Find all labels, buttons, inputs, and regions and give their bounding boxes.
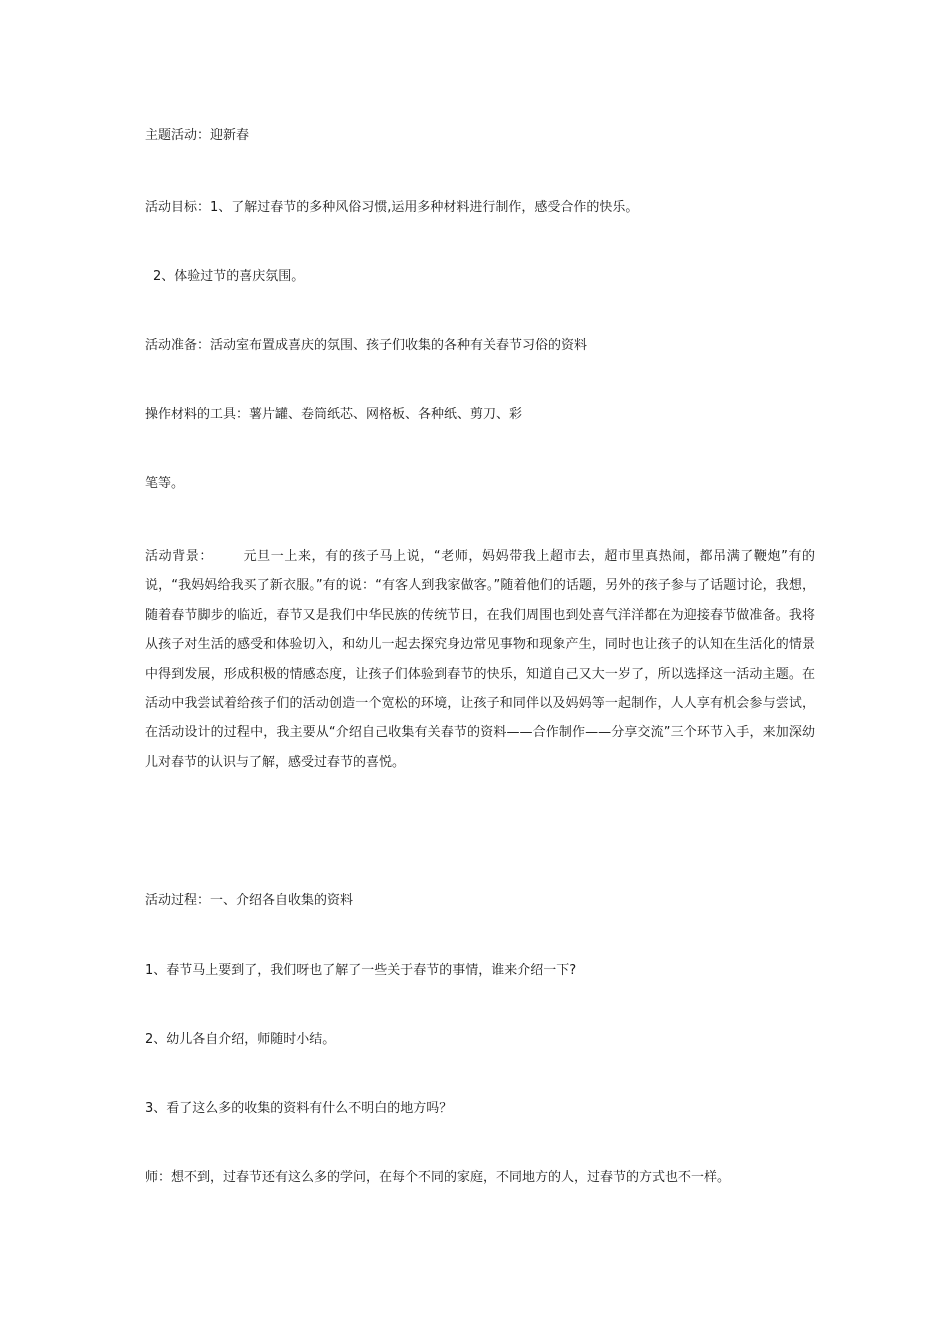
tools-line: 操作材料的工具：薯片罐、卷筒纸芯、网格板、各种纸、剪刀、彩 bbox=[145, 407, 523, 422]
background-label: 活动背景： bbox=[145, 549, 213, 564]
step-2-line: 2、幼儿各自介绍，师随时小结。 bbox=[145, 1032, 336, 1047]
background-text: 元旦一上来，有的孩子马上说，“老师，妈妈带我上超市去，超市里真热闹，都吊满了鞭炮”有的说，“我妈妈给我买了新衣服。”有的说：“有客人到我家做客。”随着他们的话题，另外的孩子参与了话题讨论，我想，随着春节脚步的临近，春节又是我们中华民族的传统节日，在我们周围也到处喜气洋洋都在为迎接春节做准备。我将从孩子对生活的感受和体验切入，和幼儿一起去探究身边常见事物和现象产生，同时也让孩子的认知在生活化的情景中得到发展，形成积极的情感态度，让孩子们体验到春节的快乐，知道自己又大一岁了，所以选择这一活动主题。在活动中我尝试着给孩子们的活动创造一个宽松的环境，让孩子和同伴以及妈妈等一起制作，人人享有机会参与尝试，在活动设计的过程中，我主要从“介绍自己收集有关春节的资料——合作制作——分享交流”三个环节入手，来加深幼儿对春节的认识与了解，感受过春节的喜悦。 bbox=[145, 549, 815, 770]
tools-continued-line: 笔等。 bbox=[145, 476, 185, 491]
teacher-line: 师：想不到，过春节还有这么多的学问，在每个不同的家庭，不同地方的人，过春节的方式也不一样。 bbox=[145, 1170, 731, 1185]
theme-line: 主题活动：迎新春 bbox=[145, 128, 250, 143]
step-1-line: 1、春节马上要到了，我们呀也了解了一些关于春节的事情，谁来介绍一下? bbox=[145, 963, 577, 978]
background-paragraph bbox=[145, 542, 815, 777]
goal-2-line: 2、体验过节的喜庆氛围。 bbox=[153, 269, 305, 284]
step-3-line: 3、看了这么多的收集的资料有什么不明白的地方吗？ bbox=[145, 1101, 453, 1116]
prep-line: 活动准备：活动室布置成喜庆的氛围、孩子们收集的各种有关春节习俗的资料 bbox=[145, 338, 588, 353]
process-line: 活动过程：一、介绍各自收集的资料 bbox=[145, 893, 354, 908]
goal-1-line: 活动目标：1、了解过春节的多种风俗习惯,运用多种材料进行制作，感受合作的快乐。 bbox=[145, 200, 639, 215]
